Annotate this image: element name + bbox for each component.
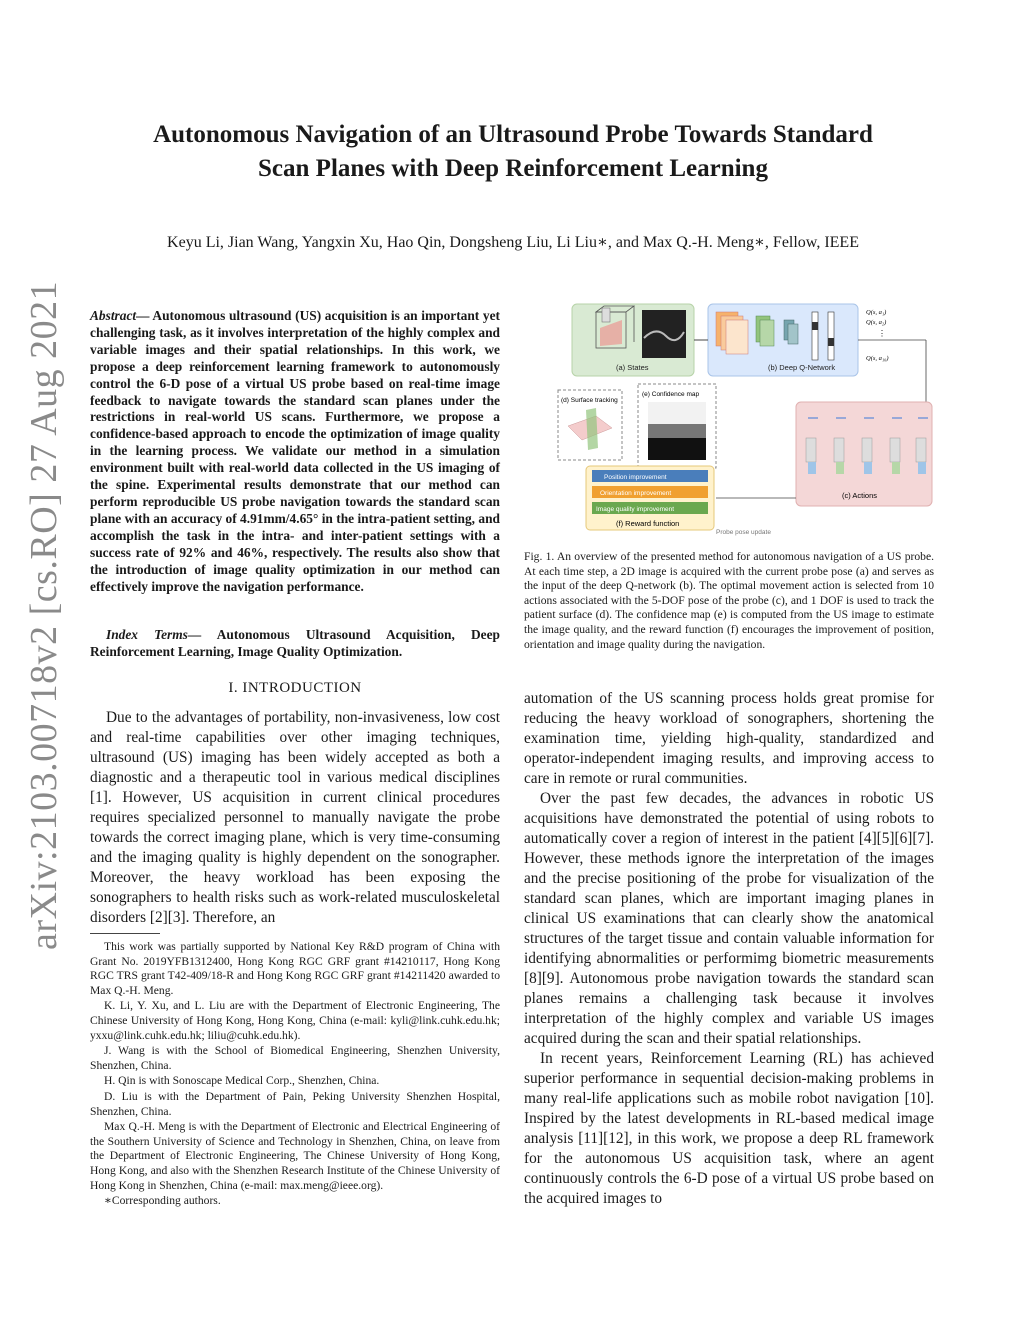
index-terms-text: Autonomous Ultrasound Acquisition, Deep Reinforcement Learning, Image Quality Optimization. [90, 627, 500, 659]
footnote: K. Li, Y. Xu, and L. Liu are with the Department of Electronic Engineering, The Chinese University of Hong Kong, Hong Kong, China (e-mail: kyli@link.cuhk.edu.hk; yxxu@link.cuhk.edu.hk; liliu@cuhk.edu.hk). [90, 999, 500, 1042]
index-terms-label: Index Terms— [106, 627, 202, 642]
paragraph: In recent years, Reinforcement Learning (RL) has achieved superior performance in sequential decision-making problems in many real-life applications such as mobile robot navigation [10]. Inspired by the latest developments in RL-based medical image analysis [11][12], in this work, we propose a deep RL framework for the autonomous US acquisition task, where an agent continuously controls the 6-D pose of a virtual US probe based on the acquired images to [524, 1050, 934, 1207]
probe-tip [918, 462, 926, 474]
paragraph: automation of the US scanning process holds great promise for reducing the heavy workload of sonographers, shortening the examination time, yielding high-quality, standardized and operator-independent imaging results, and improving access to care in remote or rural communities. [524, 690, 934, 787]
probe-figure [834, 438, 844, 462]
label-surface: (d) Surface tracking [561, 397, 618, 404]
probe-tip [836, 462, 844, 474]
fc-layer [812, 312, 818, 360]
fc-unit [828, 338, 834, 346]
confidence-map-bright [648, 402, 706, 424]
section-heading: I. INTRODUCTION [228, 680, 362, 696]
footnote: ∗Corresponding authors. [104, 1194, 221, 1208]
footnote: D. Liu is with the Department of Pain, Peking University Shenzhen Hospital, Shenzhen, China. [90, 1089, 500, 1118]
q-dots: ⋮ [878, 329, 886, 338]
footnotes [90, 940, 500, 1210]
abstract-text: Autonomous ultrasound (US) acquisition is an important yet challenging task, as it involves interpretation of the highly complex and variable images and their spatial relationships. In this work, we propose a deep reinforcement learning framework to autonomously control the 6-D pose of a virtual US probe based on real-time image feedback to navigate towards the standard scan planes under the restrictions in real-world US scans. Furthermore, we propose a confidence-based approach to encode the optimization of image quality in the learning process. We validate our method in a simulation environment built with real-world data collected in the US imaging of the spine. Experimental results demonstrate that our method can perform reproducible US probe navigation towards the standard scan plane with an accuracy of 4.91mm/4.65° in the intra-patient setting, and accomplish the task in the intra- and inter-patient settings with a success rate of 92% and 46%, respectively. The results also show that the introduction of image quality optimization in our method can effectively improve the navigation performance. [90, 308, 500, 594]
author-list: Keyu Li, Jian Wang, Yangxin Xu, Hao Qin, Dongsheng Liu, Li Liu∗, and Max Q.-H. Meng∗, Fellow, IEEE [167, 234, 859, 251]
probe-icon [602, 308, 610, 322]
abstract [90, 308, 500, 595]
title-line-2: Scan Planes with Deep Reinforcement Learning [258, 155, 768, 182]
footnote-divider [90, 933, 160, 934]
conv-layer [760, 320, 774, 346]
label-reward: (f) Reward function [616, 519, 680, 528]
reward-position-label: Position improvement [604, 474, 667, 481]
label-states: (a) States [616, 363, 649, 372]
q-value-2: Q(s, a₂) [866, 319, 887, 326]
footnote: J. Wang is with the School of Biomedical Engineering, Shenzhen University, Shenzhen, China. [90, 1044, 500, 1072]
probe-figure [916, 438, 926, 462]
probe-tip [892, 462, 900, 474]
label-dqn: (b) Deep Q-Network [768, 363, 836, 372]
probe-tip [808, 462, 816, 474]
title-line-1: Autonomous Navigation of an Ultrasound Probe Towards Standard [153, 121, 873, 148]
label-update: Probe pose update [716, 529, 771, 536]
footnote: H. Qin is with Sonoscape Medical Corp., Shenzhen, China. [104, 1074, 380, 1088]
label-confidence: (e) Confidence map [642, 391, 700, 398]
figure-svg [556, 298, 936, 538]
surface-slice [586, 408, 598, 450]
index-terms [90, 627, 500, 661]
reward-orientation-label: Orientation improvement [600, 490, 672, 497]
conv-layer [726, 320, 748, 354]
reward-quality-label: Image quality improvement [596, 506, 675, 513]
intro-paragraph [90, 708, 500, 928]
probe-figure [890, 438, 900, 462]
footnote: This work was partially supported by National Key R&D program of China with Grant No. 2019YFB1312400, Hong Kong RGC GRF grant #14210117, Hong Kong RGC TRS grant T42-409/18-R and Hong Kong RGC GRF grant #14211420 awarded to Max Q.-H. Meng. [90, 940, 500, 997]
paper-title [90, 118, 936, 186]
footnote: Max Q.-H. Meng is with the Department of Electronic and Electrical Engineering of the Southern University of Science and Technology in Shenzhen, China, on leave from the Department of Electronic Engineering, The Chinese University of Hong Kong, Hong Kong, and also with the Shenzhen Research Institute of the Chinese University of Hong Kong in Shenzhen, China (e-mail: max.meng@ieee.org). [90, 1120, 500, 1192]
probe-tip [864, 462, 872, 474]
figure-overview [556, 298, 936, 538]
q-value-1: Q(s, a₁) [866, 309, 887, 316]
q-value-10: Q(s, a₁₀) [866, 355, 889, 362]
intro-text: Due to the advantages of portability, non-invasiveness, low cost and real-time capabilities over other imaging techniques, ultrasound (US) imaging has been widely accepted as both a diagnostic and a therapeutic tool in various medical disciplines [1]. However, US acquisition in current clinical procedures requires specialized personnel to manually navigate the probe towards the correct imaging plane, which is very time-consuming and the imaging quality is highly dependent on the sonographer. Moreover, the heavy workload has been exposing the sonographers to health risks such as work-related musculoskeletal disorders [2][3]. Therefore, an [90, 709, 500, 926]
paragraph: Over the past few decades, the advances in robotic US acquisitions have demonstrated the potential of using robots to automatically cover a region of interest in the patient [4][5][6][7]. However, these methods ignore the interpretation of the images and the precise positioning of the probe for visualization of the standard scan planes, which are important imaging planes in clinical US examinations that can clearly show the anatomical structures of the target tissue and contain valuable information for identifying abnormalities or performimg biometric measurements [8][9]. Autonomous probe navigation towards the standard scan planes remains a challenging task because it involves interpretation of the highly complex and variable US images acquired during the scan and their spatial relationships. [524, 790, 934, 1047]
probe-figure [862, 438, 872, 462]
label-actions: (c) Actions [842, 491, 878, 500]
probe-figure [806, 438, 816, 462]
abstract-label: Abstract— [90, 308, 150, 323]
fc-layer [828, 312, 834, 360]
right-column-text [524, 689, 934, 1209]
fc-unit [812, 322, 818, 330]
confidence-map-mid [648, 424, 706, 438]
figure-caption: Fig. 1. An overview of the presented method for autonomous navigation of a US probe. At each time step, a 2D image is acquired with the current probe pose (a) and serves as the input of the deep Q-network (b). The optimal movement action is selected from 10 actions associated with the 5-DOF pose of the probe (c), and 1 DOF is used to track the patient surface (d). The confidence map (e) is computed from the US image to estimate the image quality, and the reward function (f) encourages the improvement of position, orientation and image quality during the navigation. [524, 550, 934, 651]
arxiv-watermark: arXiv:2103.00718v2 [cs.RO] 27 Aug 2021 [23, 280, 65, 950]
conv-layer [788, 324, 798, 344]
